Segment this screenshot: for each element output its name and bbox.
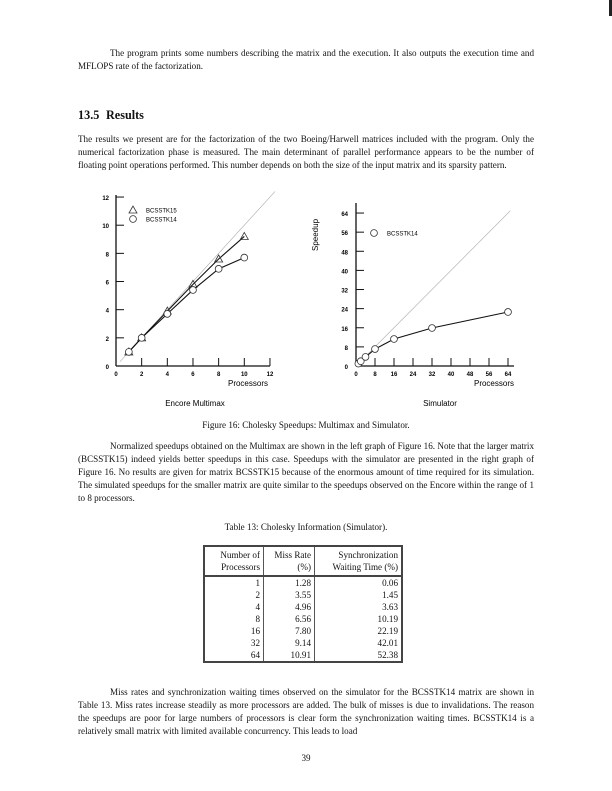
circle-marker — [505, 309, 512, 316]
legend-label: BCSSTK15 — [146, 208, 177, 215]
paragraph-speedups-text: Normalized speedups obtained on the Multimax are shown in the left graph of Figure 16. Note that the larger matrix (BCSSTK15) indeed yields better speedups in this case. Speedups with the simulator are presented in the right graph of Figure 16. No results are given for matrix BCSSTK15 because of the enormous amount of time required for its simulation. The simulated speedups for the smaller matrix are quite similar to the speedups observed on the Encore within the range of 1 to 8 processors. — [78, 441, 534, 503]
y-tick-label: 12 — [102, 196, 109, 203]
cell-missrate: 6.56 — [264, 613, 315, 625]
y-axis-label: Speedup — [311, 218, 320, 252]
circle-marker — [138, 334, 145, 341]
x-tick-label: 0 — [354, 372, 358, 378]
ideal-speedup-line — [357, 211, 511, 366]
series-line-bcsstk14 — [129, 258, 244, 352]
y-tick-label: 6 — [105, 280, 109, 287]
table-row — [204, 649, 402, 662]
y-tick-label: 0 — [344, 365, 348, 371]
header-sync-2: Waiting Time (%) — [315, 561, 403, 576]
cell-sync: 52.38 — [377, 650, 398, 660]
y-tick-label: 10 — [102, 224, 109, 231]
x-tick-label: 12 — [266, 372, 274, 378]
x-tick-label: 16 — [390, 372, 398, 378]
cell-missrate: 3.55 — [264, 589, 315, 601]
y-tick-label: 16 — [341, 326, 348, 333]
cell-processors: 32 — [204, 637, 264, 649]
cell-processors: 64 — [204, 649, 264, 662]
table-row — [204, 576, 402, 589]
page-number: 39 — [301, 753, 311, 763]
circle-marker — [130, 216, 137, 223]
x-tick-label: 32 — [428, 372, 436, 378]
x-tick-label: 4 — [165, 372, 169, 378]
x-tick-label: 56 — [485, 372, 493, 378]
paragraph-missrates-text: Miss rates and synchronization waiting times observed on the simulator for the BCSSTK14 matrix are shown in Table 13. Miss rates increase steadily as more processors are added. The bulk of misses is due to invalidations. The reason the speedups are poor for large numbers of processors is clear form the synchronization waiting times. BCSSTK14 is a relatively small matrix with limited available concurrency. This leads to load — [78, 687, 534, 736]
y-tick-label: 8 — [105, 252, 109, 259]
cell-missrate: 10.91 — [264, 649, 315, 662]
cell-sync: 0.06 — [382, 578, 398, 588]
x-tick-label: 48 — [466, 372, 474, 378]
circle-marker — [125, 349, 132, 356]
circle-marker — [241, 254, 248, 261]
paragraph-speedups — [78, 440, 534, 505]
chart-simulator — [311, 203, 514, 408]
chart-title: Encore Multimax — [165, 399, 225, 408]
x-tick-label: 64 — [504, 372, 512, 378]
series-line-bcsstk15 — [129, 236, 244, 351]
cell-processors: 1 — [204, 576, 264, 589]
circle-marker — [391, 336, 398, 343]
y-tick-label: 2 — [105, 336, 109, 343]
circle-marker — [372, 346, 379, 353]
table-row — [204, 601, 402, 613]
header-missrate-1: Miss Rate — [264, 546, 315, 561]
table-row — [204, 625, 402, 637]
cell-missrate: 4.96 — [264, 601, 315, 613]
cell-sync: 10.19 — [377, 614, 398, 624]
cell-missrate: 7.80 — [264, 625, 315, 637]
y-tick-label: 4 — [105, 308, 109, 315]
table-row — [204, 637, 402, 649]
x-tick-label: 0 — [114, 372, 118, 378]
header-sync-1: Synchronization — [338, 550, 398, 560]
cell-processors: 4 — [204, 601, 264, 613]
cell-sync: 42.01 — [377, 638, 398, 648]
section-title: Results — [106, 108, 144, 122]
section-number: 13.5 — [78, 108, 100, 122]
x-axis-label: Processors — [473, 379, 514, 388]
cell-sync: 3.63 — [382, 602, 398, 612]
x-tick-label: 24 — [409, 372, 417, 378]
header-missrate-2: (%) — [264, 561, 315, 576]
legend-label: BCSSTK14 — [146, 217, 177, 224]
chart-multimax — [102, 191, 275, 408]
cell-sync: 1.45 — [382, 590, 398, 600]
cell-missrate: 9.14 — [264, 637, 315, 649]
cell-missrate: 1.28 — [264, 576, 315, 589]
legend-label: BCSSTK14 — [387, 231, 418, 238]
y-tick-label: 40 — [341, 269, 348, 276]
x-tick-label: 6 — [191, 372, 195, 378]
x-tick-label: 2 — [139, 372, 144, 378]
x-tick-label: 40 — [447, 372, 455, 378]
chart-title: Simulator — [423, 399, 457, 408]
circle-marker — [190, 287, 197, 294]
circle-marker — [215, 265, 222, 272]
paragraph-missrates — [78, 686, 534, 738]
y-tick-label: 0 — [105, 365, 109, 371]
x-tick-label: 10 — [240, 372, 248, 378]
header-processors-2: Processors — [204, 561, 264, 576]
y-tick-label: 24 — [341, 307, 348, 314]
table-row — [204, 589, 402, 601]
header-processors-1: Number of — [204, 546, 264, 561]
cell-processors: 8 — [204, 613, 264, 625]
x-axis-label: Processors — [227, 379, 268, 388]
y-tick-label: 8 — [344, 345, 348, 352]
paragraph-intro-text: The program prints some numbers describing the matrix and the execution. It also outputs the execution time and MFLOPS rate of the factorization. — [78, 48, 534, 71]
x-tick-label: 8 — [216, 372, 221, 378]
paragraph-results: The results we present are for the factorization of the two Boeing/Harwell matrices included with the program. Only the numerical factorization phase is measured. The main determinant of parallel performance appears to be the number of floating point operations performed. This number depends on both the size of the input matrix and its sparsity pattern. — [78, 134, 534, 170]
table-caption: Table 13: Cholesky Information (Simulator). — [224, 522, 388, 532]
series-line-bcsstk14 — [358, 312, 508, 364]
figure-caption: Figure 16: Cholesky Speedups: Multimax and Simulator. — [202, 420, 410, 430]
cell-processors: 16 — [204, 625, 264, 637]
cell-processors: 2 — [204, 589, 264, 601]
cell-sync: 22.19 — [377, 626, 398, 636]
triangle-marker — [129, 206, 137, 213]
table-row — [204, 613, 402, 625]
y-tick-label: 56 — [341, 231, 348, 238]
x-tick-label: 8 — [373, 372, 377, 378]
y-tick-label: 32 — [341, 288, 348, 295]
circle-marker — [362, 354, 369, 361]
circle-marker — [371, 230, 378, 237]
circle-marker — [429, 325, 436, 332]
cholesky-table — [203, 545, 403, 663]
y-tick-label: 48 — [341, 250, 348, 257]
circle-marker — [164, 311, 171, 318]
y-tick-label: 64 — [341, 212, 348, 219]
